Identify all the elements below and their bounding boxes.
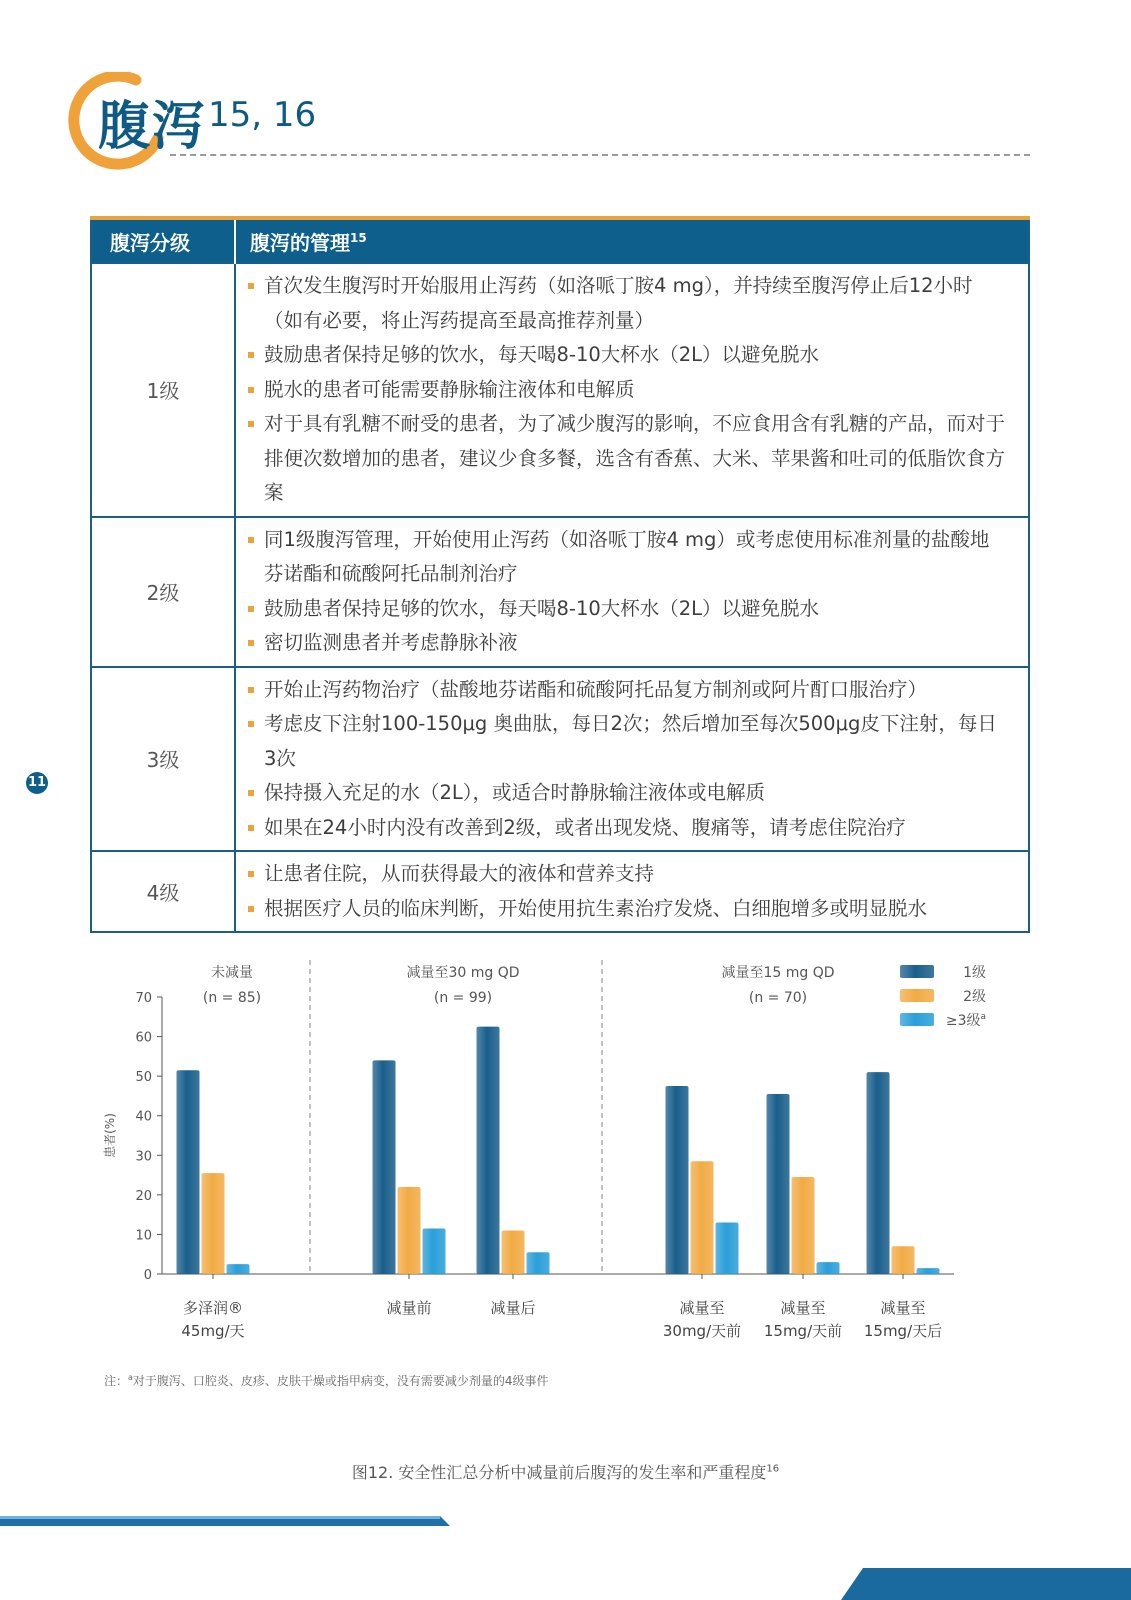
list-item: 如果在24小时内没有改善到2级，或者出现发烧、腹痛等，请考虑住院治疗: [246, 811, 1008, 846]
x-tick-label: 减量至: [780, 1299, 826, 1317]
list-item: 脱水的患者可能需要静脉输注液体和电解质: [246, 373, 1008, 408]
grade-cell: 3级: [91, 667, 235, 852]
bar-1: [867, 1072, 890, 1274]
bar-1: [666, 1086, 689, 1274]
group-n-label: (n = 70): [748, 990, 808, 1006]
legend-swatch: [900, 965, 934, 978]
bar-3: [527, 1252, 550, 1274]
x-tick-label: 减量后: [490, 1299, 536, 1317]
legend-label: ≥3级$^a$: [945, 1012, 986, 1029]
grade-column-header: 腹泻分级: [91, 218, 235, 263]
table-row-grade-4: [91, 851, 1029, 932]
y-tick-label: 20: [135, 1188, 152, 1204]
list-item: 对于具有乳糖不耐受的患者，为了减少腹泻的影响，不应食用含有乳糖的产品，而对于排便次数增加的患者，建议少食多餐，选含有香蕉、大米、苹果酱和吐司的低脂饮食方案: [246, 407, 1008, 511]
legend-swatch: [900, 1013, 934, 1026]
bar-1: [373, 1060, 396, 1274]
bar-2: [202, 1173, 225, 1274]
x-tick-label: 30mg/天前: [662, 1322, 742, 1340]
list-item: 保持摄入充足的水（2L），或适合时静脉输注液体或电解质: [246, 776, 1008, 811]
group-title: 减量至30 mg QD: [406, 965, 520, 981]
x-tick-label: 减量前: [386, 1299, 432, 1317]
y-tick-label: 30: [135, 1149, 152, 1165]
y-tick-label: 10: [135, 1228, 152, 1244]
list-item: 首次发生腹泻时开始服用止泻药（如洛哌丁胺4 mg），并持续至腹泻停止后12小时（如有必要，将止泻药提高至最高推荐剂量）: [246, 269, 1008, 338]
table-row-grade-3: [91, 667, 1029, 852]
grade-cell: 2级: [91, 517, 235, 667]
x-tick-label: 多泽润®: [182, 1299, 244, 1317]
list-item: 考虑皮下注射100-150μg 奥曲肽，每日2次；然后增加至每次500μg皮下注射，每日3次: [246, 707, 1008, 776]
y-tick-label: 0: [143, 1268, 152, 1283]
table-row-grade-1: [91, 263, 1029, 517]
bar-3: [716, 1223, 739, 1274]
x-tick-label: 45mg/天: [181, 1322, 245, 1340]
bar-3: [817, 1262, 840, 1274]
bar-3: [227, 1264, 250, 1274]
group-n-label: (n = 85): [202, 990, 262, 1006]
bar-2: [691, 1161, 714, 1274]
legend-swatch: [900, 989, 934, 1002]
group-n-label: (n = 99): [433, 990, 493, 1006]
list-item: 密切监测患者并考虑静脉补液: [246, 626, 1008, 661]
list-item: 鼓励患者保持足够的饮水，每天喝8-10大杯水（2L）以避免脱水: [246, 592, 1008, 627]
x-tick-label: 减量至: [880, 1299, 926, 1317]
list-item: 根据医疗人员的临床判断，开始使用抗生素治疗发烧、白细胞增多或明显脱水: [246, 892, 1008, 927]
bar-3: [917, 1268, 940, 1274]
grade-cell: 4级: [91, 851, 235, 932]
table-row-grade-2: [91, 517, 1029, 667]
page-number: 11: [26, 772, 48, 794]
legend-label: 2级: [963, 989, 986, 1005]
y-tick-label: 60: [135, 1030, 152, 1046]
bar-2: [502, 1230, 525, 1274]
list-item: 同1级腹泻管理，开始使用止泻药（如洛哌丁胺4 mg）或考虑使用标准剂量的盐酸地芬诺酯和硫酸阿托品制剂治疗: [246, 523, 1008, 592]
title-reference: 15, 16: [208, 95, 317, 135]
y-tick-label: 40: [135, 1109, 152, 1125]
bar-1: [177, 1070, 200, 1274]
list-item: 开始止泻药物治疗（盐酸地芬诺酯和硫酸阿托品复方制剂或阿片酊口服治疗）: [246, 673, 1008, 708]
diarrhea-incidence-bar-chart: [90, 960, 1030, 1360]
bar-2: [792, 1177, 815, 1274]
management-column-header: 腹泻的管理$^{15}$: [235, 218, 1029, 263]
x-tick-label: 减量至: [679, 1299, 725, 1317]
x-tick-label: 15mg/天后: [863, 1322, 943, 1340]
footnote: 注：$^a$对于腹泻、口腔炎、皮疹、皮肤干燥或指甲病变，没有需要减少剂量的4级事件: [104, 1373, 549, 1388]
group-title: 减量至15 mg QD: [721, 965, 835, 981]
y-tick-label: 50: [135, 1070, 152, 1086]
bar-2: [892, 1246, 915, 1274]
table-header-row: [91, 218, 1029, 263]
list-item: 鼓励患者保持足够的饮水，每天喝8-10大杯水（2L）以避免脱水: [246, 338, 1008, 373]
bar-2: [398, 1187, 421, 1274]
bar-3: [423, 1228, 446, 1274]
figure-caption: 图12. 安全性汇总分析中减量前后腹泻的发生率和严重程度$^{16}$: [351, 1463, 780, 1482]
group-title: 未减量: [211, 965, 253, 981]
y-tick-label: 70: [135, 991, 152, 1006]
x-tick-label: 15mg/天前: [763, 1322, 843, 1340]
page-title: 腹泻$^{15, 16}$: [98, 95, 317, 157]
bottom-stripe-decoration: [0, 1516, 450, 1526]
legend-label: 1级: [963, 965, 986, 981]
grade-cell: 1级: [91, 263, 235, 517]
header-divider: [170, 154, 1030, 156]
list-item: 让患者住院，从而获得最大的液体和营养支持: [246, 857, 1008, 892]
corner-decoration: [841, 1568, 1131, 1600]
bar-1: [477, 1027, 500, 1274]
y-axis-label: 患者(%): [103, 1113, 117, 1158]
diarrhea-management-table: [90, 216, 1030, 933]
bar-1: [767, 1094, 790, 1274]
